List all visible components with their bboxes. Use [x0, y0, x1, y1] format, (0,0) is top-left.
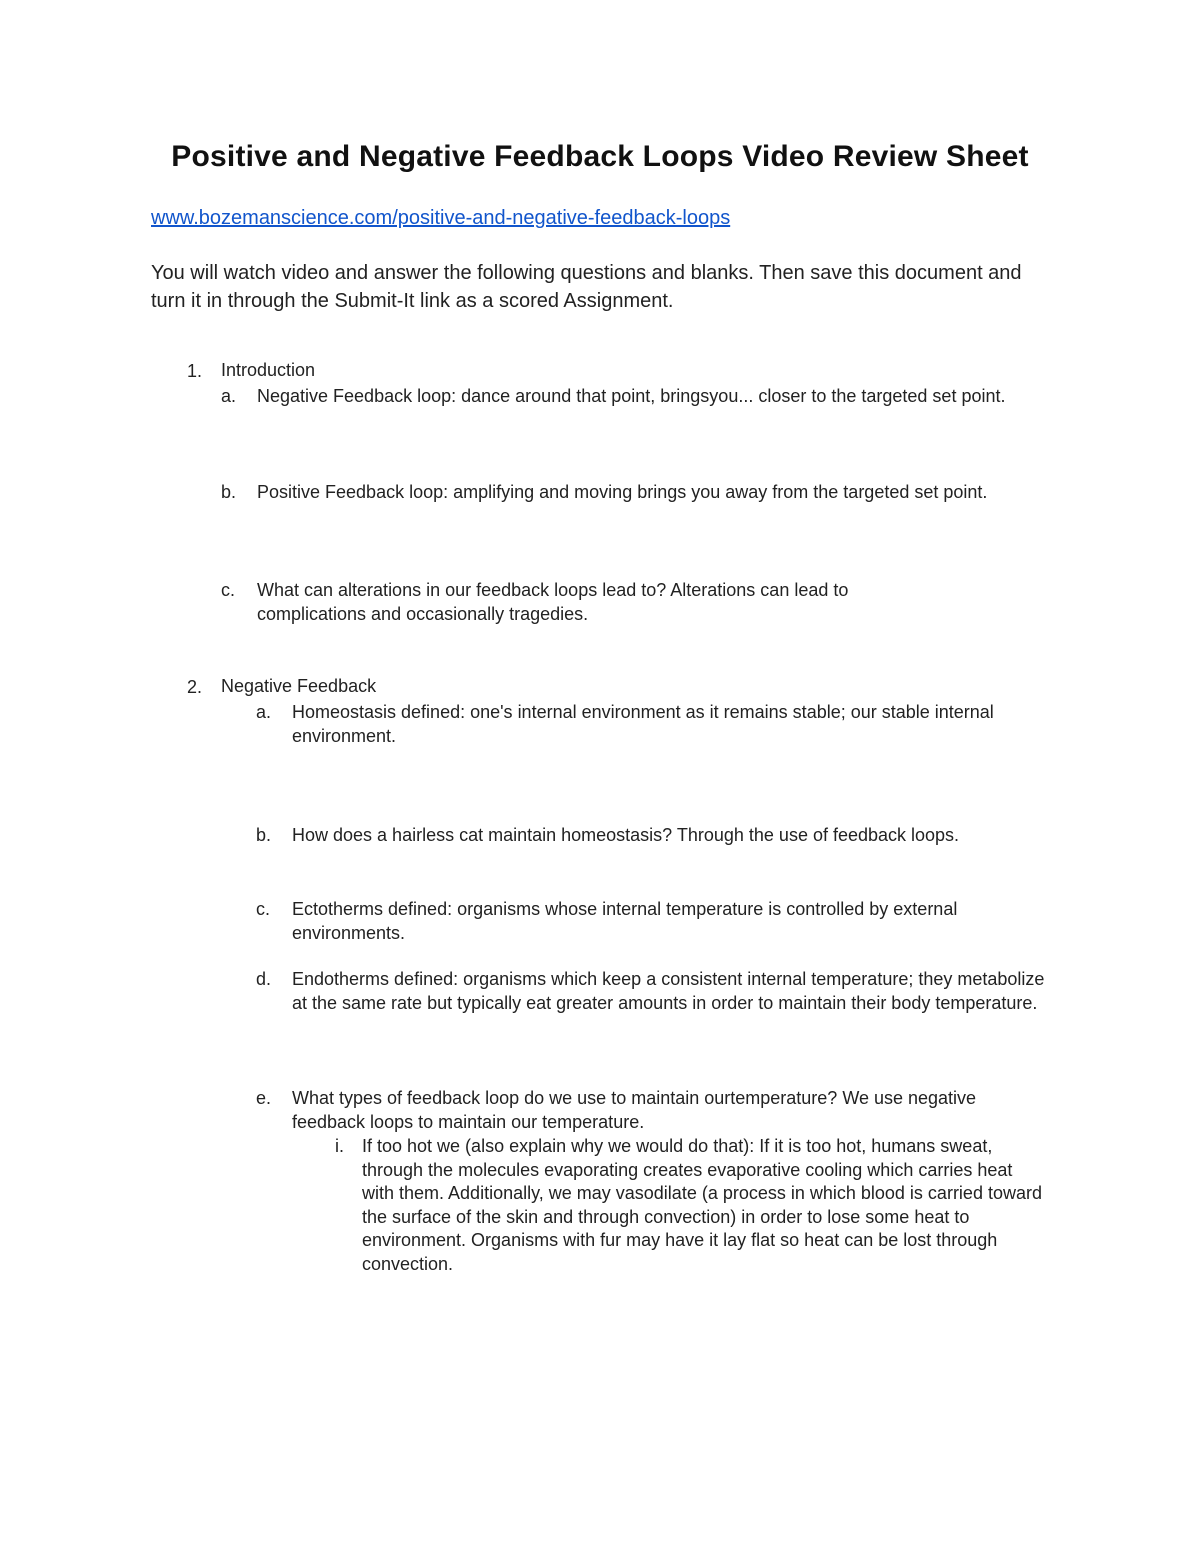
sub-list-item: If too hot we (also explain why we would do that): If it is too hot, humans sweat, through the molecules evaporating creates evaporative cooling which carries heat with them. Additionally, we may vasodilate (a process in which blood is carried toward the surface of the skin and through convection) in order to lose some heat to environment. Organisms with fur may have it lay flat so heat can be lost through convection.	[362, 1136, 1042, 1274]
list-item: Positive Feedback loop: amplifying and moving brings you away from the targeted set point.	[257, 482, 988, 502]
item-marker: a.	[256, 702, 272, 722]
item-marker: d.	[256, 969, 272, 989]
video-link[interactable]: www.bozemanscience.com/positive-and-negative-feedback-loops	[151, 207, 731, 229]
item-marker: b.	[221, 482, 237, 502]
item-marker: a.	[221, 386, 237, 406]
list-item: Negative Feedback loop: dance around that point, bringsyou... closer to the targeted set point.	[257, 386, 1006, 406]
page-title: Positive and Negative Feedback Loops Video Review Sheet	[171, 140, 1029, 173]
list-item: Ectotherms defined: organisms whose internal temperature is controlled by external environments.	[292, 899, 958, 943]
instructions-paragraph: You will watch video and answer the following questions and blanks. Then save this document and turn it in through the Submit-It link as a scored Assignment.	[151, 262, 1022, 312]
item-marker: c.	[221, 580, 236, 600]
section-number: 1.	[187, 361, 203, 381]
subitem-marker: i.	[335, 1136, 344, 1156]
section-heading: Introduction	[221, 360, 316, 380]
item-marker: c.	[256, 899, 271, 919]
item-marker: e.	[256, 1088, 272, 1108]
list-item: Homeostasis defined: one's internal environment as it remains stable; our stable internal environment.	[292, 702, 994, 746]
list-item: How does a hairless cat maintain homeostasis? Through the use of feedback loops.	[292, 825, 960, 845]
list-item: What types of feedback loop do we use to maintain ourtemperature? We use negative feedback loops to maintain our temperature.	[292, 1088, 977, 1132]
section-number: 2.	[187, 677, 203, 697]
section-heading: Negative Feedback	[221, 676, 377, 696]
list-item: Endotherms defined: organisms which keep a consistent internal temperature; they metabolize at the same rate but typically eat greater amounts in order to maintain their body temperature.	[292, 969, 1045, 1013]
item-marker: b.	[256, 825, 272, 845]
list-item: What can alterations in our feedback loops lead to? Alterations can lead to complications and occasionally tragedies.	[257, 580, 849, 624]
